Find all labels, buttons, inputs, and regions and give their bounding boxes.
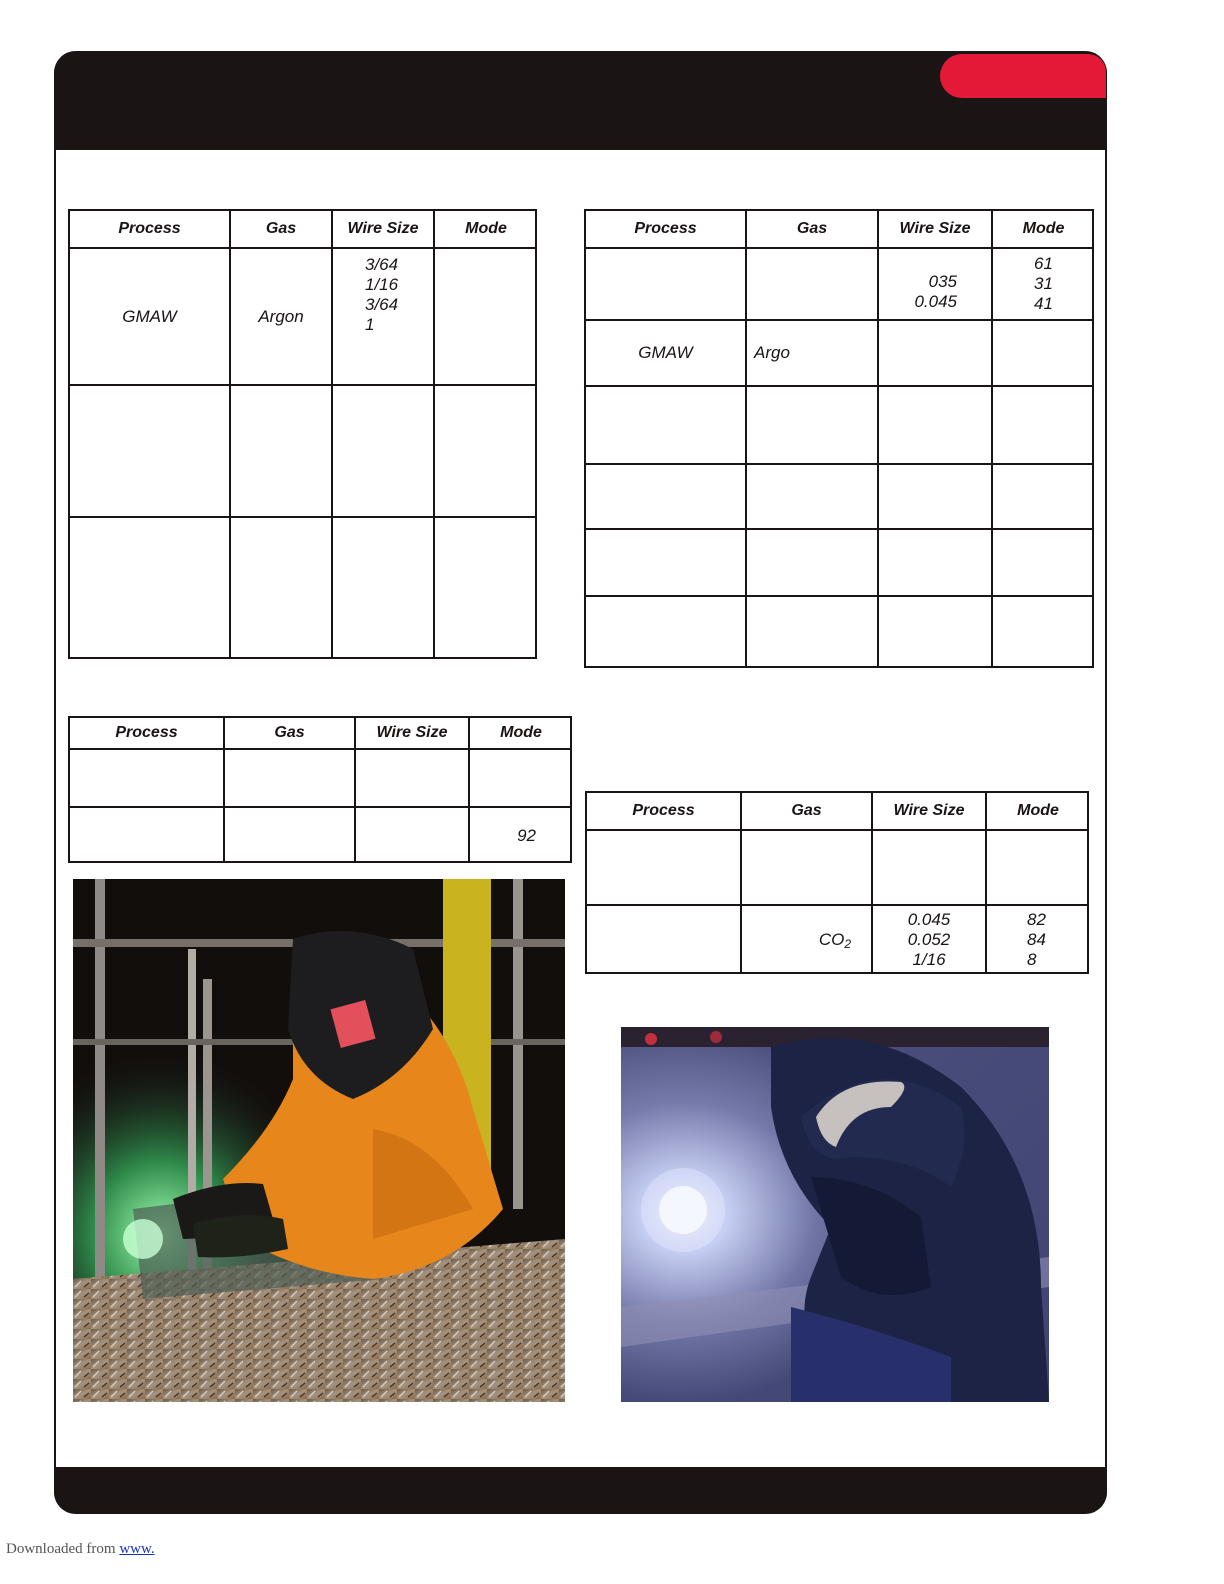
table-4-cell [873, 831, 987, 906]
table-3-header-process: Process [70, 718, 225, 750]
table-1-header-wire-size: Wire Size [333, 211, 435, 249]
table-4 [585, 791, 1089, 974]
table-4-cell [742, 831, 873, 906]
table-3-cell [356, 750, 470, 808]
table-2-cell [879, 465, 993, 530]
table-1-header-mode: Mode [435, 211, 537, 249]
table-2-cell [993, 597, 1094, 668]
table-2-cell [993, 387, 1094, 465]
table-4-header-process: Process [587, 793, 742, 831]
welder-blue-cap-illustration [621, 1027, 1049, 1402]
table-2-wire-sizes: 035 0.045 [879, 249, 993, 321]
table-2-cell [747, 249, 879, 321]
table-3-cell [70, 808, 225, 863]
footnote-link[interactable]: www. [119, 1541, 155, 1557]
header-red-tab [940, 54, 1106, 98]
table-3-header-wire-size: Wire Size [356, 718, 470, 750]
table-4-wire-sizes: 0.045 0.052 1/16 [873, 906, 987, 974]
table-1-header-process: Process [70, 211, 231, 249]
download-footnote [6, 1541, 260, 1558]
table-1-cell [231, 386, 333, 518]
table-2 [584, 209, 1094, 668]
table-2-cell [993, 321, 1094, 387]
table-4-cell [987, 831, 1089, 906]
table-1-cell [70, 386, 231, 518]
table-2-cell [993, 465, 1094, 530]
table-4-gas-subscript: 2 [844, 937, 851, 951]
table-3-header-gas: Gas [225, 718, 356, 750]
table-2-cell [586, 530, 747, 597]
table-2-header-wire-size: Wire Size [879, 211, 993, 249]
table-2-cell [993, 530, 1094, 597]
table-1-gas: Argon [231, 249, 333, 386]
table-1-wire-sizes: 3/64 1/16 3/64 1 [333, 249, 435, 386]
table-1-header-gas: Gas [231, 211, 333, 249]
table-4-modes: 82 84 8 [1027, 910, 1046, 969]
table-2-cell [747, 465, 879, 530]
table-2-gas: Argo [747, 321, 879, 387]
table-3-cell [225, 750, 356, 808]
table-2-modes: 61 31 41 [993, 249, 1094, 321]
table-2-header-gas: Gas [747, 211, 879, 249]
table-4-header-gas: Gas [742, 793, 873, 831]
table-2-cell [747, 387, 879, 465]
table-2-header-process: Process [586, 211, 747, 249]
table-2-cell [879, 321, 993, 387]
table-3-cell [356, 808, 470, 863]
table-1-cell [435, 518, 537, 659]
table-1-cell [333, 386, 435, 518]
table-1-cell [70, 518, 231, 659]
table-2-cell [586, 387, 747, 465]
footer-bar [54, 1467, 1107, 1514]
table-2-process: GMAW [586, 321, 747, 387]
table-4-gas [742, 906, 873, 974]
table-2-cell [879, 530, 993, 597]
table-4-header-mode: Mode [987, 793, 1089, 831]
welder-orange-jacket-photo [73, 879, 565, 1402]
table-1-mode [435, 249, 537, 386]
table-4-cell [587, 831, 742, 906]
table-1-process: GMAW [70, 249, 231, 386]
table-2-cell [586, 465, 747, 530]
table-1-cell [231, 518, 333, 659]
table-4-cell [587, 906, 742, 974]
footnote-text: Downloaded from [6, 1541, 116, 1557]
table-3 [68, 716, 572, 863]
table-3-header-mode: Mode [470, 718, 572, 750]
table-1 [68, 209, 537, 659]
table-4-header-wire-size: Wire Size [873, 793, 987, 831]
welder-blue-cap-photo [621, 1027, 1049, 1402]
table-3-cell [225, 808, 356, 863]
table-2-cell [586, 249, 747, 321]
table-3-mode: 92 [517, 825, 536, 845]
welder-orange-jacket-illustration [73, 879, 565, 1402]
table-4-gas-text: CO [818, 930, 845, 949]
table-1-cell [435, 386, 537, 518]
table-2-cell [586, 597, 747, 668]
table-2-cell [747, 530, 879, 597]
table-2-header-mode: Mode [993, 211, 1094, 249]
table-2-cell [747, 597, 879, 668]
table-3-cell [470, 750, 572, 808]
table-3-cell [70, 750, 225, 808]
table-2-cell [879, 597, 993, 668]
table-2-cell [879, 387, 993, 465]
table-1-cell [333, 518, 435, 659]
